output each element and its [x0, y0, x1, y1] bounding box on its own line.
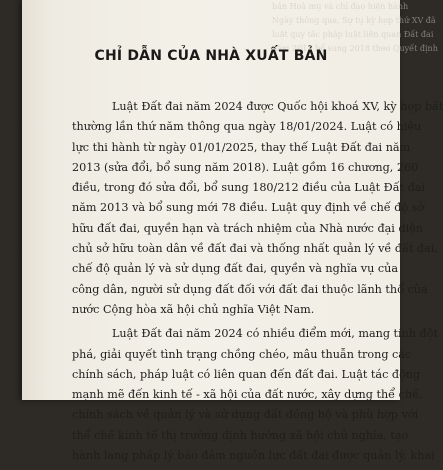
text-line: Luật Đất đai năm 2024 được Quốc hội khoá XV, kỳ họp bất	[112, 100, 443, 113]
text-line: nước Cộng hòa xã hội chủ nghĩa Việt Nam.	[72, 302, 315, 316]
text-line: phá, giải quyết tình trạng chồng chéo, mâu thuẫn trong các	[72, 347, 412, 361]
bleed-line: luật quy tắc pháp luật liên quan Đất đai	[272, 30, 434, 39]
text-line: chính sách về quản lý và sử dụng đất đồng bộ và phù hợp với	[72, 408, 419, 422]
text-line: hành lang pháp lý bảo đảm nguồn lực đất đai được quản lý, khai	[72, 449, 435, 463]
text-line: Luật Đất đai năm 2024 có nhiều điểm mới, mang tính đột	[112, 327, 438, 341]
text-line: chế độ quản lý và sử dụng đất đai, quyền và nghĩa vụ của	[72, 262, 399, 276]
paragraph-2	[32, 324, 438, 466]
text-line: thể chế kinh tế thị trường định hướng xã hội chủ nghĩa, tạo	[72, 428, 409, 442]
text-line: điều, trong đó sửa đổi, bổ sung 180/212 điều của Luật Đất đai	[72, 181, 426, 195]
body-text	[32, 97, 443, 470]
book-page	[22, 0, 443, 463]
text-line: mạnh mẽ đến kinh tế - xã hội của đất nước, xây dựng thể chế,	[72, 388, 423, 402]
text-line: lực thi hành từ ngày 01/01/2025, thay thế Luật Đất đai năm	[72, 140, 411, 154]
text-line: năm 2013 và bổ sung mới 78 điều. Luật quy định về chế độ sở	[72, 201, 425, 215]
text-line: 2013 (sửa đổi, bổ sung năm 2018). Luật gồm 16 chương, 260	[72, 160, 419, 174]
bleed-line: năm 2013 bổ sung 2018 theo Quyết định	[272, 44, 438, 53]
bleed-line: Ngày thông qua, Sự tụ kỳ họp thứ XV đã	[272, 16, 436, 25]
text-line: hữu đất đai, quyền hạn và trách nhiệm của Nhà nước đại diện	[72, 221, 424, 235]
text-line: chủ sở hữu toàn dân về đất đai và thống nhất quản lý về đất đai,	[72, 242, 438, 256]
bleed-line: bản Hoà mụ và chỉ đạo hiện hành	[272, 2, 409, 11]
page-heading: CHỈ DẪN CỦA NHÀ XUẤT BẢN	[94, 48, 328, 64]
paragraph-1	[32, 97, 443, 320]
text-line: thường lần thứ năm thông qua ngày 18/01/2024. Luật có hiệu	[72, 120, 422, 134]
text-line: công dân, người sử dụng đất đối với đất đai thuộc lãnh thổ của	[72, 282, 428, 296]
text-line: chính sách, pháp luật có liên quan đến đất đai. Luật tác động	[72, 367, 421, 381]
